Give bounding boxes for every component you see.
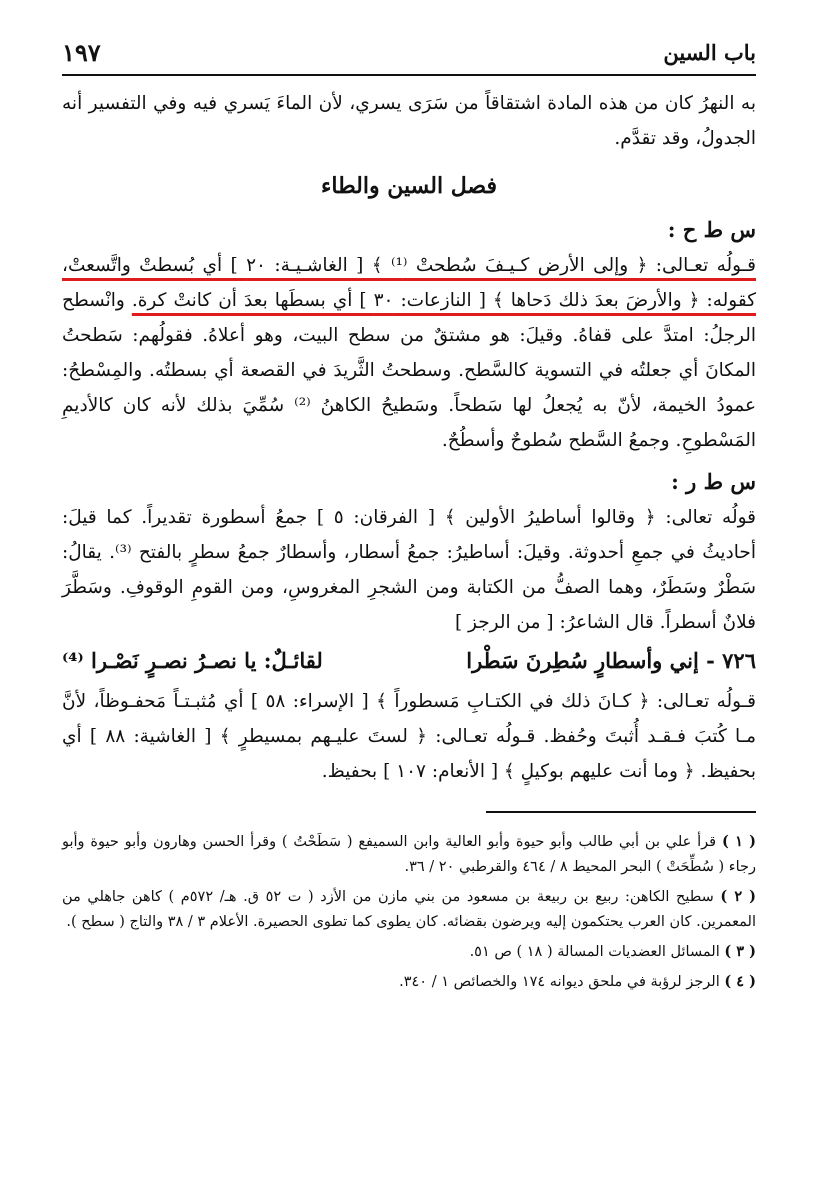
section-title: فصل السين والطاء [321, 173, 497, 199]
verse-first-hemistich: ٧٢٦ - إني وأسطارٍ سُطِرنَ سَطْرا [466, 648, 756, 673]
footnote-text: قرأ علي بن أبي طالب وأبو حيوة وأبو العالية وابن السميفع ( سَطَحْتُ ) وقرأ الحسن وهارون وأبو حيوة وأبو رجاء ( سُطِّحَتْ ) البحر المحيط ٨ / ٤٦٤ والقرطبي ٢٠ / ٣٦. [62, 834, 756, 875]
footnote-number: ( ٣ ) [724, 943, 756, 960]
paragraph-sth [62, 248, 756, 458]
footnote-text: المسائل العضديات المسالة ( ١٨ ) ص ٥١. [469, 944, 720, 960]
footnote-text: الرجز لرؤبة في ملحق ديوانه ١٧٤ والخصائص ١ / ٣٤٠. [399, 974, 720, 990]
footnote [62, 884, 756, 935]
poetry-verse [62, 642, 756, 682]
chapter-title: باب السين [663, 40, 756, 65]
footnote-text: سطيح الكاهن: ربيع بن ربيعة بن مسعود من بني مازن من الأزد ( ت ٥٢ ق. هـ/ ٥٧٢م ) كاهن جاهلي من المعمرين. كان العرب يحتكمون إليه ويرضون بقضائه. كان يطوى كما تطوى الحصيرة. الأعلام ٣ / ٣٨ والتاج ( سطح ). [62, 889, 756, 930]
paragraph-sth-part3: وانْسطح الرجلُ: امتدَّ على قفاهُ. وقيلَ: هو مشتقٌ من سطح البيت، وهو أعلاهُ. فقولُهم: سَطحتُ المكانَ أي جعلتُه في التسوية كالسَّطح. [62, 290, 756, 381]
verse-second-hemistich: لقائـلٌ: يا نصـرُ نصـرٍ نَصْـرا ⁽⁴⁾ [62, 648, 323, 673]
root-heading-sth: س ط ح : [667, 217, 756, 242]
annotated-text-1: قـولُه تعـالى: ﴿ وإلى الأرض كـيـفَ سُطحتْ ⁽¹⁾ ﴾ [ الغاشـيـة: ٢٠ ] أي بُسطتْ واتَّسعتْ، [62, 255, 756, 276]
root-heading-str: س ط ر : [671, 469, 756, 494]
footnote-number: ( ٤ ) [724, 973, 756, 990]
footnote [62, 939, 756, 965]
footnote-number: ( ١ ) [721, 833, 756, 850]
paragraph-mastur: قـولُه تعـالى: ﴿ كـانَ ذلك في الكتـابِ مَسطوراً ﴾ [ الإسراء: ٥٨ ] أي مُثبـتـاً مَحفـوظاً، لأنَّ مـا كُتبَ فـقـد أُثبتَ وحُفظ. قـولُه تعـالى: ﴿ لستَ عليـهم بمسيطرٍ ﴾ [ الغاشية: ٨٨ ] أي بحفيظ. ﴿ وما أنت عليهم بوكيلٍ ﴾ [ الأنعام: ١٠٧ ] بحفيظ. [62, 691, 756, 782]
paragraph-sth-part4: وسطحتُ الثَّريدَ في القصعة أي بسطتُه. والمِسْطحُ: عمودُ الخيمة، لأنّ به يُجعلُ لها سَطحاً. وسَطيحُ الكاهنُ ⁽²⁾ سُمِّيَ بذلك لأنه كان كالأديمِ المَسْطوحِ. وجمعُ السَّطح سُطوحٌ وأسطُحٌ. [62, 360, 756, 451]
footnote-divider [486, 811, 756, 813]
running-head [62, 28, 756, 76]
footnote [62, 969, 756, 995]
page-number: ١٩٧ [62, 38, 101, 67]
footnote-number: ( ٢ ) [720, 888, 757, 905]
annotated-text-2: كقوله: ﴿ والأرضَ بعدَ ذلك دَحاها ﴾ [ النازعات: ٣٠ ] أي بسطَها بعدَ أن كانتْ كرة. [131, 290, 756, 311]
paragraph-intro: به النهرُ كان من هذه المادة اشتقاقاً من سَرَى يسري، لأن الماءَ يَسري فيه وفي التفسير أنه الجدولُ، وقد تقدَّم. [62, 93, 756, 149]
footnote [62, 829, 756, 880]
paragraph-str: قولُه تعالى: ﴿ وقالوا أساطيرُ الأولين ﴾ [ الفرقان: ٥ ] جمعُ أسطورة تقديراً. كما قيلَ: أحاديثُ في جمعِ أحدوثة. وقيلَ: أساطيرُ: جمعُ أسطار، وأسطارٌ جمعُ سطرٍ بالفتح ⁽³⁾. يقالُ: سَطْرٌ وسَطَرٌ، وهما الصفُّ من الكتابة ومن الشجرِ المغروسِ، ومن القومِ الوقوفِ. وسَطَّرَ فلانٌ أسطراً. قال الشاعرُ: [ من الرجز ] [62, 507, 756, 633]
footnotes [62, 829, 756, 995]
